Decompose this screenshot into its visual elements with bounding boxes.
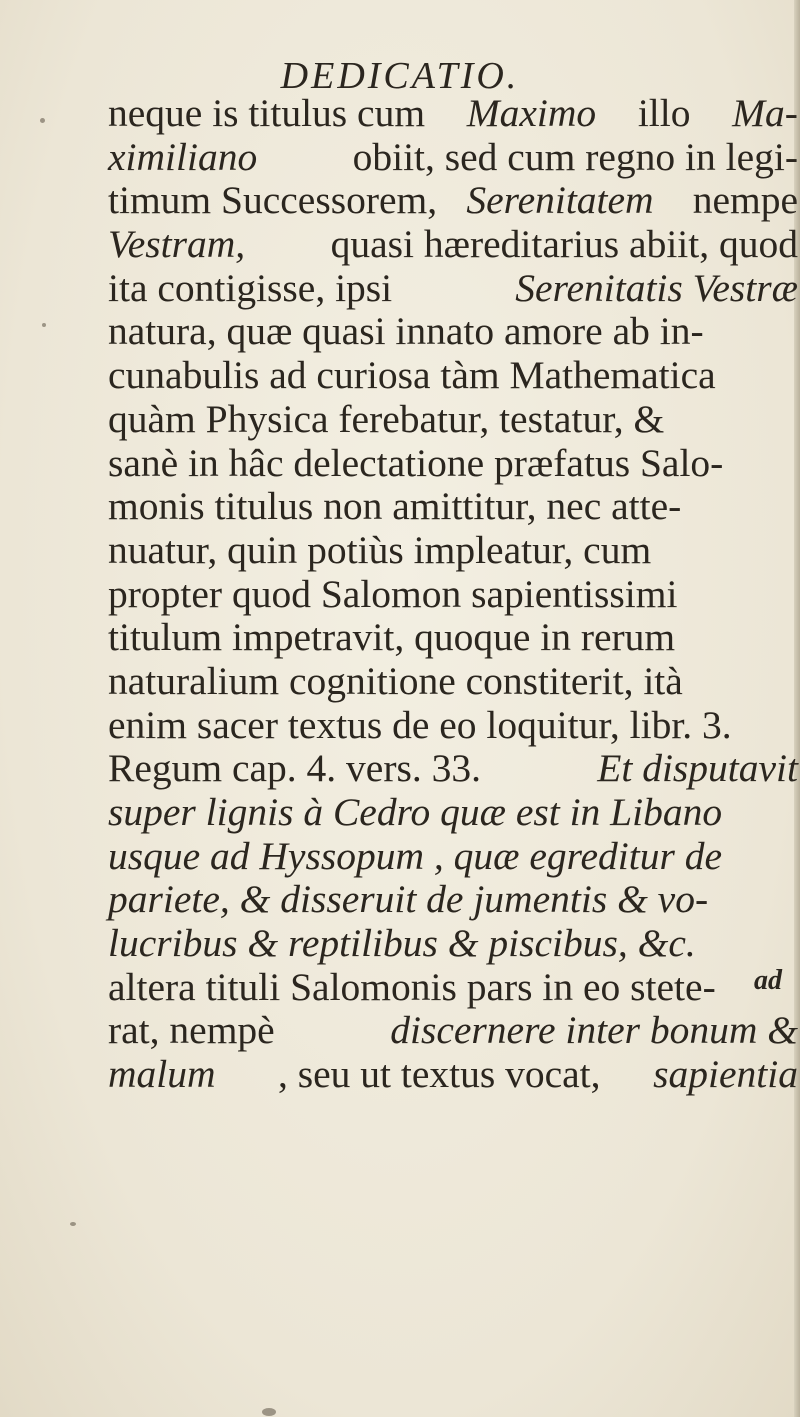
- text-line: [108, 179, 798, 223]
- text-line: [108, 1053, 798, 1097]
- text-segment: natura, quæ quasi innato amore ab in-: [108, 309, 704, 354]
- ink-speck: [40, 118, 45, 123]
- running-header: DEDICATIO.: [280, 55, 520, 97]
- text-segment: enim sacer textus de eo loquitur, libr. 3.: [108, 702, 732, 747]
- text-segment: rat, nempè: [108, 1008, 285, 1053]
- text-segment: altera tituli Salomonis pars in eo stete-: [108, 964, 716, 1009]
- text-segment: Serenitatis Vestræ: [515, 265, 798, 310]
- text-line: [108, 922, 798, 966]
- text-segment: super lignis à Cedro quæ est in Libano: [108, 790, 723, 834]
- text-line: [108, 310, 798, 354]
- text-segment: titulum impetravit, quoque in rerum: [108, 615, 676, 660]
- text-line: [108, 616, 798, 660]
- text-segment: pariete, & disseruit de jumentis & vo-: [108, 877, 709, 922]
- text-segment: cunabulis ad curiosa tàm Mathematica: [108, 353, 716, 398]
- text-line: [108, 529, 798, 573]
- text-segment: sapientia: [653, 1052, 798, 1097]
- body-text: [108, 92, 798, 1097]
- text-segment: quasi hæreditarius abiit, quod: [320, 222, 798, 267]
- catchword: ad: [754, 965, 782, 996]
- text-line: [108, 442, 798, 486]
- text-segment: obiit, sed cum regno in legi-: [342, 134, 798, 179]
- text-line: [108, 398, 798, 442]
- text-segment: monis titulus non amittitur, nec atte-: [108, 484, 682, 529]
- text-line: [108, 573, 798, 617]
- ink-speck: [262, 1408, 276, 1416]
- text-segment: Serenitatem: [466, 178, 654, 223]
- text-line: [108, 966, 798, 1010]
- text-segment: naturalium cognitione constiterit, ità: [108, 658, 683, 703]
- text-segment: nempe: [682, 178, 798, 223]
- text-line: [108, 136, 798, 180]
- text-line: [108, 704, 798, 748]
- text-line: [108, 485, 798, 529]
- text-segment: Maximo: [466, 91, 597, 135]
- ink-speck: [42, 323, 46, 327]
- ink-speck: [70, 1222, 76, 1226]
- text-segment: ita contigisse, ipsi: [108, 265, 403, 310]
- text-line: [108, 878, 798, 922]
- text-segment: sanè in hâc delectatione præfatus Salo-: [108, 440, 724, 485]
- text-line: [108, 660, 798, 704]
- text-segment: Et disputavit: [597, 746, 798, 791]
- text-line: [108, 747, 798, 791]
- text-segment: propter quod Salomon sapientissimi: [108, 571, 678, 616]
- text-segment: nuatur, quin potiùs impleatur, cum: [108, 527, 652, 572]
- text-line: [108, 791, 798, 835]
- text-segment: Ma-: [732, 91, 798, 135]
- text-segment: discernere inter bonum &: [390, 1008, 798, 1053]
- text-segment: quàm Physica ferebatur, testatur, &: [108, 396, 665, 441]
- text-segment: lucribus & reptilibus & piscibus, &c.: [108, 921, 696, 966]
- text-segment: timum Successorem,: [108, 178, 438, 223]
- text-line: [108, 223, 798, 267]
- text-segment: illo: [627, 91, 701, 135]
- text-segment: Vestram,: [108, 222, 246, 267]
- text-line: [108, 1009, 798, 1053]
- text-segment: , seu ut textus vocat,: [268, 1052, 601, 1097]
- text-segment: ximiliano: [108, 134, 258, 179]
- text-segment: malum: [108, 1052, 216, 1097]
- text-segment: usque ad Hyssopum , quæ egreditur de: [108, 833, 723, 878]
- text-line: [108, 92, 798, 136]
- text-line: [108, 267, 798, 311]
- text-line: [108, 835, 798, 879]
- text-segment: neque is titulus cum: [108, 91, 435, 135]
- text-segment: Regum cap. 4. vers. 33.: [108, 746, 511, 791]
- text-line: [108, 354, 798, 398]
